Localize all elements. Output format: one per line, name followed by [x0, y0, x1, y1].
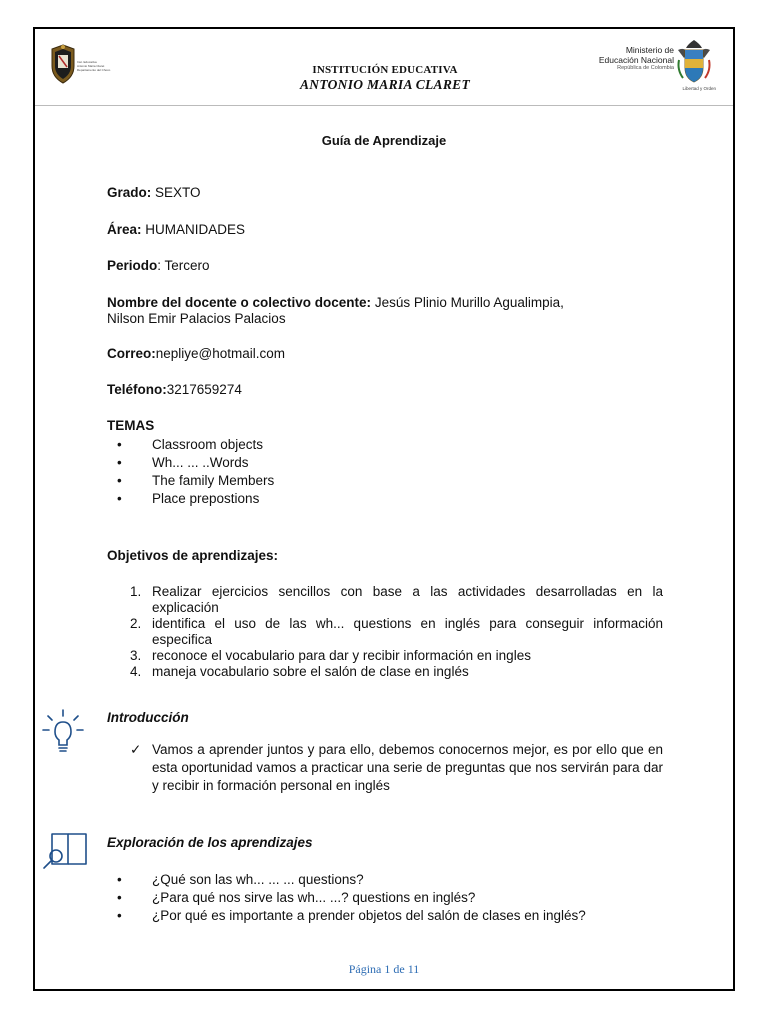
introduccion-text: ✓ Vamos a aprender juntos y para ello, debemos conocernos mejor, es por ello que en esta oportunidad vamos a practicar una serie de preguntas que nos servirán para dar y recibir in formación personal en inglés — [130, 742, 663, 793]
correo-field — [107, 346, 285, 362]
area-value: HUMANIDADES — [141, 222, 246, 237]
grado-field — [107, 185, 201, 201]
motto: Libertad y Orden — [682, 86, 716, 91]
list-item: • ¿Qué son las wh... ... ... questions? — [117, 871, 586, 889]
list-item: • ¿Por qué es importante a prender objetos del salón de clases en inglés? — [117, 907, 586, 925]
exploracion-heading: Exploración de los aprendizajes — [107, 835, 313, 850]
page-title: Guía de Aprendizaje — [321, 133, 447, 148]
telefono-field — [107, 382, 242, 398]
list-item: • The family Members — [117, 472, 274, 490]
list-item: 4. maneja vocabulario sobre el salón de clase en inglés — [130, 664, 469, 679]
list-item: • Wh... ... ..Words — [117, 454, 274, 472]
periodo-value: : Tercero — [157, 258, 210, 273]
area-field — [107, 222, 245, 238]
list-item: 3. reconoce el vocabulario para dar y recibir información en ingles — [130, 648, 531, 663]
checkmark-icon: ✓ — [130, 742, 142, 757]
list-item: 1. Realizar ejercicios sencillos con base a las actividades desarrolladas en la explicación — [130, 584, 663, 615]
institution-line1: INSTITUCIÓN EDUCATIVA — [312, 64, 458, 76]
telefono-label: Teléfono: — [107, 382, 167, 397]
lightbulb-icon — [40, 708, 86, 756]
ministry-text: Ministerio de Educación Nacional República de Colombia — [598, 45, 674, 71]
area-label: Área: — [107, 222, 142, 237]
docente-value: Jesús Plinio Murillo Agualimpia, — [371, 295, 564, 310]
institution-line2: ANTONIO MARIA CLARET — [299, 77, 471, 92]
correo-value: nepliye@hotmail.com — [155, 346, 286, 361]
periodo-label: Periodo — [107, 258, 158, 273]
list-item: • Place prepostions — [117, 490, 274, 508]
school-logo — [50, 44, 120, 96]
temas-list — [117, 436, 274, 508]
school-shield-icon — [50, 44, 76, 84]
docente-value-line2: Nilson Emir Palacios Palacios — [107, 311, 286, 326]
book-search-icon — [40, 828, 92, 872]
list-item: • Classroom objects — [117, 436, 274, 454]
periodo-field — [107, 258, 210, 274]
objetivos-list — [118, 584, 663, 680]
grado-value: SEXTO — [151, 185, 201, 200]
docente-label: Nombre del docente o colectivo docente: — [107, 295, 372, 310]
exploracion-list — [117, 871, 586, 925]
telefono-value: 3217659274 — [166, 382, 242, 397]
school-logo-caption: Inst. Educativa Antonio Maria Claret Departamento del Choco — [77, 60, 111, 72]
page-number: Página 1 de 11 — [348, 962, 420, 976]
ministry-logo — [592, 38, 722, 96]
list-item: 2. identifica el uso de las wh... questions en inglés para conseguir información especifica — [130, 616, 663, 647]
docente-field — [107, 295, 564, 327]
list-item: • ¿Para qué nos sirve las wh... ...? questions en inglés? — [117, 889, 586, 907]
objetivos-heading: Objetivos de aprendizajes: — [107, 548, 279, 563]
institution-heading — [230, 64, 540, 93]
correo-label: Correo: — [107, 346, 156, 361]
header-divider — [35, 105, 733, 106]
introduccion-heading: Introducción — [107, 710, 189, 725]
grado-label: Grado: — [107, 185, 152, 200]
colombia-coat-of-arms-icon — [674, 38, 714, 88]
temas-heading: TEMAS — [107, 418, 155, 433]
